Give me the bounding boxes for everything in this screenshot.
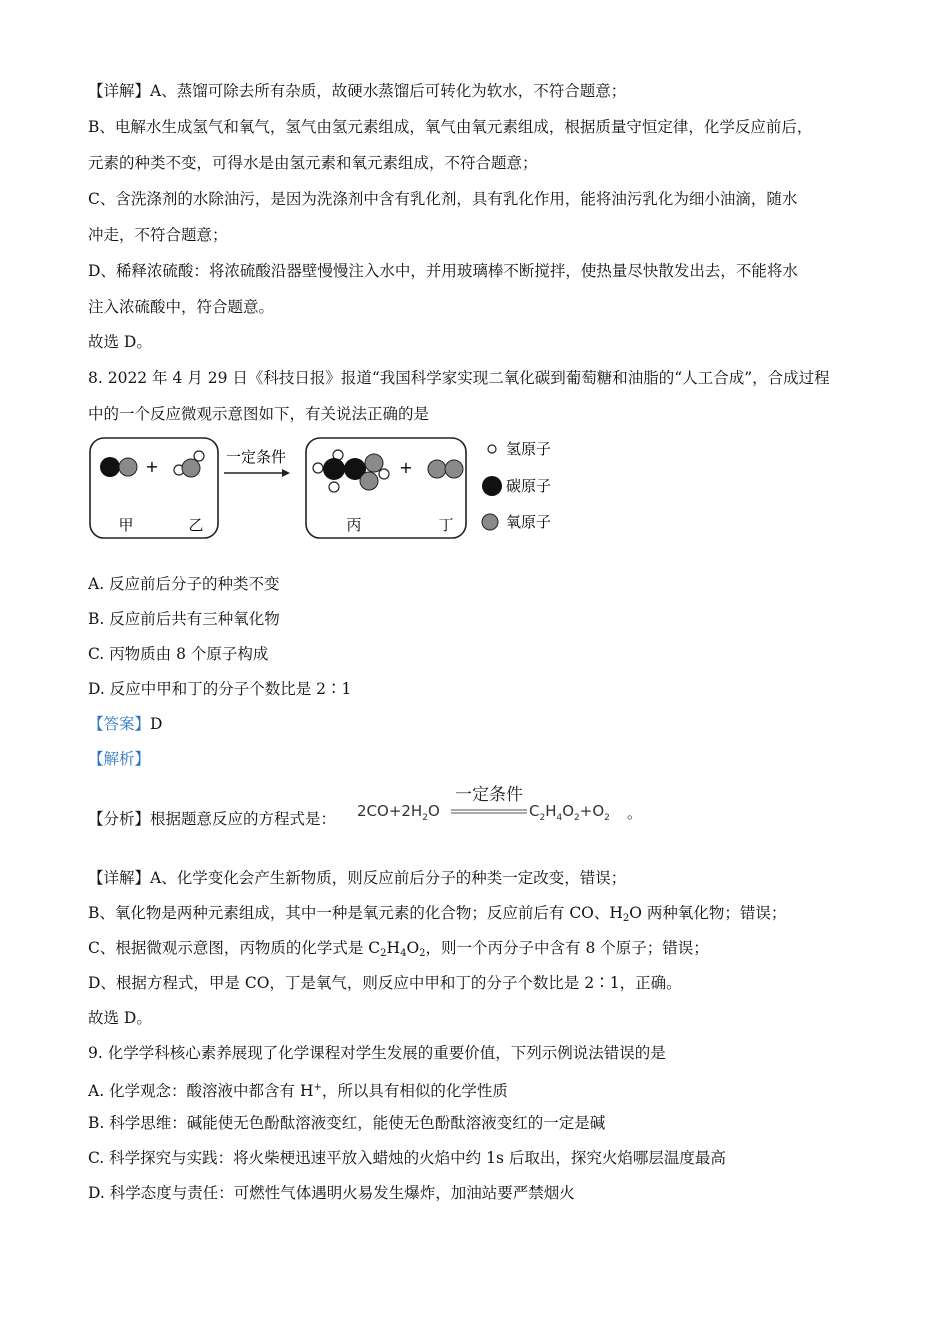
yi-oxygen-atom [182, 459, 200, 477]
q8-option-b: B. 反应前后共有三种氧化物 [88, 610, 280, 628]
detail-c-o: O [406, 939, 420, 957]
prev-detail-b-line2: 元素的种类不变，可得水是由氢元素和氧元素组成，不符合题意； [88, 154, 538, 172]
legend-oxygen-label: 氧原子 [506, 513, 552, 531]
jia-oxygen-atom [119, 458, 137, 476]
reaction-diagram [86, 432, 566, 542]
eq-right-o: O [562, 802, 575, 820]
q8-stem-line1: 8. 2022 年 4 月 29 日《科技日报》报道“我国科学家实现二氧化碳到葡萄糖和油脂的“人工合成”，合成过程 [88, 369, 830, 387]
bing-oxygen-atom-1 [365, 454, 383, 472]
q8-answer [88, 714, 162, 734]
q9-option-c: C. 科学探究与实践：将火柴梗迅速平放入蜡烛的火焰中约 1s 后取出，探究火焰哪层温度最高 [88, 1149, 726, 1167]
bing-hydrogen-atom-1 [313, 463, 323, 473]
q9-option-a-end: ，所以具有相似的化学性质 [321, 1082, 508, 1100]
detail-b-sub: 2 [622, 913, 630, 924]
q8-option-c: C. 丙物质由 8 个原子构成 [88, 645, 269, 663]
product-plus: + [399, 458, 413, 477]
label-ding: 丁 [438, 516, 454, 534]
legend-hydrogen-icon [488, 445, 496, 453]
eq-right-h: H [545, 802, 557, 820]
prev-detail-c-line2: 冲走，不符合题意； [88, 226, 228, 244]
jia-carbon-atom [100, 457, 120, 477]
reactant-plus: + [145, 457, 159, 476]
q9-option-d: D. 科学态度与责任：可燃性气体遇明火易发生爆炸，加油站要严禁烟火 [88, 1184, 575, 1202]
reaction-arrowhead [282, 469, 290, 477]
legend-carbon-icon [482, 476, 502, 496]
label-yi: 乙 [188, 516, 204, 534]
q9-option-a [88, 1078, 508, 1101]
yi-hydrogen-atom-top [194, 451, 204, 461]
eq-end: 。 [627, 804, 643, 822]
ding-oxygen-atom-1 [428, 460, 446, 478]
detail-c-sub1: 2 [380, 948, 387, 959]
bing-hydrogen-atom-3 [329, 482, 339, 492]
legend-hydrogen-label: 氢原子 [506, 440, 552, 458]
prev-choose: 故选 D。 [88, 333, 152, 351]
q9-stem: 9. 化学学科核心素养展现了化学课程对学生发展的重要价值，下列示例说法错误的是 [88, 1044, 666, 1062]
label-bing: 丙 [346, 516, 362, 534]
eq-right-c: C [529, 802, 540, 820]
detail-c-sub2: 4 [400, 948, 407, 959]
answer-value: D [150, 715, 163, 733]
detail-c-sub3: 2 [419, 948, 426, 959]
bing-oxygen-atom-2 [360, 472, 378, 490]
prev-detail-d-line1: D、稀释浓硫酸：将浓硫酸沿器壁慢慢注入水中，并用玻璃棒不断搅拌，使热量尽快散发出去，不能将水 [88, 262, 798, 280]
eq-right-o-sub: 2 [574, 813, 580, 823]
q8-detail-b [88, 903, 786, 929]
eq-right-plus: +O [579, 802, 605, 820]
svg-text:2CO+2H2O [357, 802, 440, 823]
q8-option-a: A. 反应前后分子的种类不变 [88, 575, 280, 593]
eq-right-c-sub: 2 [539, 813, 546, 823]
ding-oxygen-atom-2 [445, 460, 463, 478]
eq-condition: 一定条件 [455, 785, 523, 805]
q8-option-d: D. 反应中甲和丁的分子个数比是 2∶1 [88, 680, 352, 698]
eq-right-o2-sub: 2 [604, 813, 610, 823]
svg-text:C2H4O2+O2 [529, 802, 610, 823]
q8-detail-d: D、根据方程式，甲是 CO，丁是氧气，则反应中甲和丁的分子个数比是 2∶1，正确。 [88, 974, 682, 992]
q9-option-b: B. 科学思维：碱能使无色酚酞溶液变红，能使无色酚酞溶液变红的一定是碱 [88, 1114, 606, 1132]
detail-c-h: H [386, 939, 401, 957]
detail-b-text: B、氧化物是两种元素组成，其中一种是氧元素的化合物；反应前后有 CO、H [88, 904, 623, 922]
prev-detail-d-line2: 注入浓硫酸中，符合题意。 [88, 298, 275, 316]
eq-right-h-sub: 4 [556, 813, 563, 823]
q8-fenxi: 【分析】根据题意反应的方程式是： [88, 810, 337, 828]
eq-left: 2CO+2H [357, 802, 423, 820]
legend-carbon-label: 碳原子 [506, 477, 552, 495]
bing-carbon-atom-1 [323, 458, 345, 480]
eq-left-end: O [427, 802, 440, 820]
legend-oxygen-icon [482, 514, 498, 530]
bing-hydrogen-atom-4 [379, 469, 389, 479]
q9-option-a-sup: + [313, 1082, 322, 1093]
detail-c-end: ，则一个丙分子中含有 8 个原子；错误； [425, 939, 709, 957]
detail-c-text: C、根据微观示意图，丙物质的化学式是 C [88, 939, 381, 957]
q8-detail-a: 【详解】A、化学变化会产生新物质，则反应前后分子的种类一定改变，错误； [88, 869, 627, 887]
q8-detail-c [88, 938, 709, 964]
q9-option-a-text: A. 化学观念：酸溶液中都含有 H [88, 1082, 314, 1100]
arrow-condition: 一定条件 [225, 448, 287, 466]
detail-b-end: O 两种氧化物；错误； [629, 904, 787, 922]
prev-detail-b-line1: B、电解水生成氢气和氧气，氢气由氢元素组成，氧气由氧元素组成，根据质量守恒定律，化学反应前后， [88, 118, 813, 136]
eq-left-sub: 2 [422, 813, 428, 823]
answer-tag: 【答案】 [88, 715, 151, 733]
q8-stem-line2: 中的一个反应微观示意图如下，有关说法正确的是 [88, 405, 430, 423]
q8-analysis-tag: 【解析】 [88, 750, 151, 768]
prev-detail-a: 【详解】A、蒸馏可除去所有杂质，故硬水蒸馏后可转化为软水，不符合题意； [88, 82, 627, 100]
label-jia: 甲 [118, 516, 134, 534]
prev-detail-c-line1: C、含洗涤剂的水除油污，是因为洗涤剂中含有乳化剂，具有乳化作用，能将油污乳化为细小油滴，随水 [88, 190, 798, 208]
q8-choose: 故选 D。 [88, 1009, 152, 1027]
reaction-equation [355, 784, 645, 830]
